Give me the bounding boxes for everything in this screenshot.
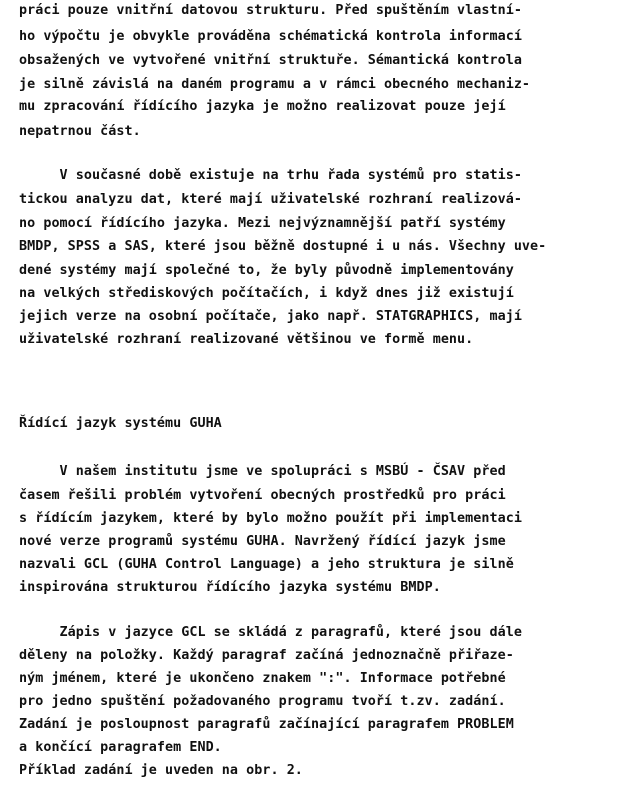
paragraph-2-line-8: uživatelské rozhraní realizované většinou ve formě menu. <box>19 332 474 347</box>
paragraph-3-line-1: V našem institutu jsme ve spolupráci s MSBÚ - ČSAV před <box>19 464 506 479</box>
paragraph-3-line-2: časem řešili problém vytvoření obecných prostředků pro práci <box>19 488 506 503</box>
paragraph-2-line-3: no pomocí řídícího jazyka. Mezi nejvýznamnější patří systémy <box>19 216 506 231</box>
paragraph-2-line-5: dené systémy mají společné to, že byly původně implementovány <box>19 263 514 278</box>
paragraph-3-line-3: s řídícím jazykem, které by bylo možno použít při implementaci <box>19 511 522 526</box>
paragraph-3-line-6: inspirována strukturou řídícího jazyka systému BMDP. <box>19 580 441 595</box>
paragraph-1-line-3: obsažených ve vytvořené vnitřní struktuře. Sémantická kontrola <box>19 53 522 68</box>
paragraph-1-line-6: nepatrnou část. <box>19 124 141 139</box>
paragraph-3-line-4: nové verze programů systému GUHA. Navržený řídící jazyk jsme <box>19 534 506 549</box>
paragraph-2-line-7: jejich verze na osobní počítače, jako např. STATGRAPHICS, mají <box>19 309 522 324</box>
paragraph-4-line-7: Příklad zadání je uveden na obr. 2. <box>19 763 303 778</box>
paragraph-2-line-6: na velkých střediskových počítačích, i když dnes již existují <box>19 286 514 301</box>
paragraph-4-line-2: děleny na položky. Každý paragraf začíná jednoznačně přiřaze- <box>19 648 514 663</box>
paragraph-1-line-5: mu zpracování řídícího jazyka je možno realizovat pouze její <box>19 99 506 114</box>
paragraph-4-line-1: Zápis v jazyce GCL se skládá z paragrafů, které jsou dále <box>19 625 522 640</box>
paragraph-1-line-2: ho výpočtu je obvykle prováděna schématická kontrola informací <box>19 29 522 44</box>
paragraph-2-line-1: V současné době existuje na trhu řada systémů pro statis- <box>19 168 522 183</box>
paragraph-2-line-2: tickou analyzu dat, které mají uživatelské rozhraní realizová- <box>19 192 522 207</box>
paragraph-4-line-3: ným jménem, které je ukončeno znakem ":". Informace potřebné <box>19 671 506 686</box>
paragraph-4-line-5: Zadání je posloupnost paragrafů začínající paragrafem PROBLEM <box>19 717 514 732</box>
paragraph-4-line-6: a končící paragrafem END. <box>19 740 222 755</box>
paragraph-1-line-1: práci pouze vnitřní datovou strukturu. Před spuštěním vlastní- <box>19 3 522 18</box>
paragraph-2-line-4: BMDP, SPSS a SAS, které jsou běžně dostupné i u nás. Všechny uve- <box>19 239 547 254</box>
paragraph-1-line-4: je silně závislá na daném programu a v rámci obecného mechaniz- <box>19 77 531 92</box>
section-heading: Řídící jazyk systému GUHA <box>19 416 222 431</box>
paragraph-3-line-5: nazvali GCL (GUHA Control Language) a jeho struktura je silně <box>19 557 514 572</box>
paragraph-4-line-4: pro jedno spuštění požadovaného programu tvoří t.zv. zadání. <box>19 694 506 709</box>
